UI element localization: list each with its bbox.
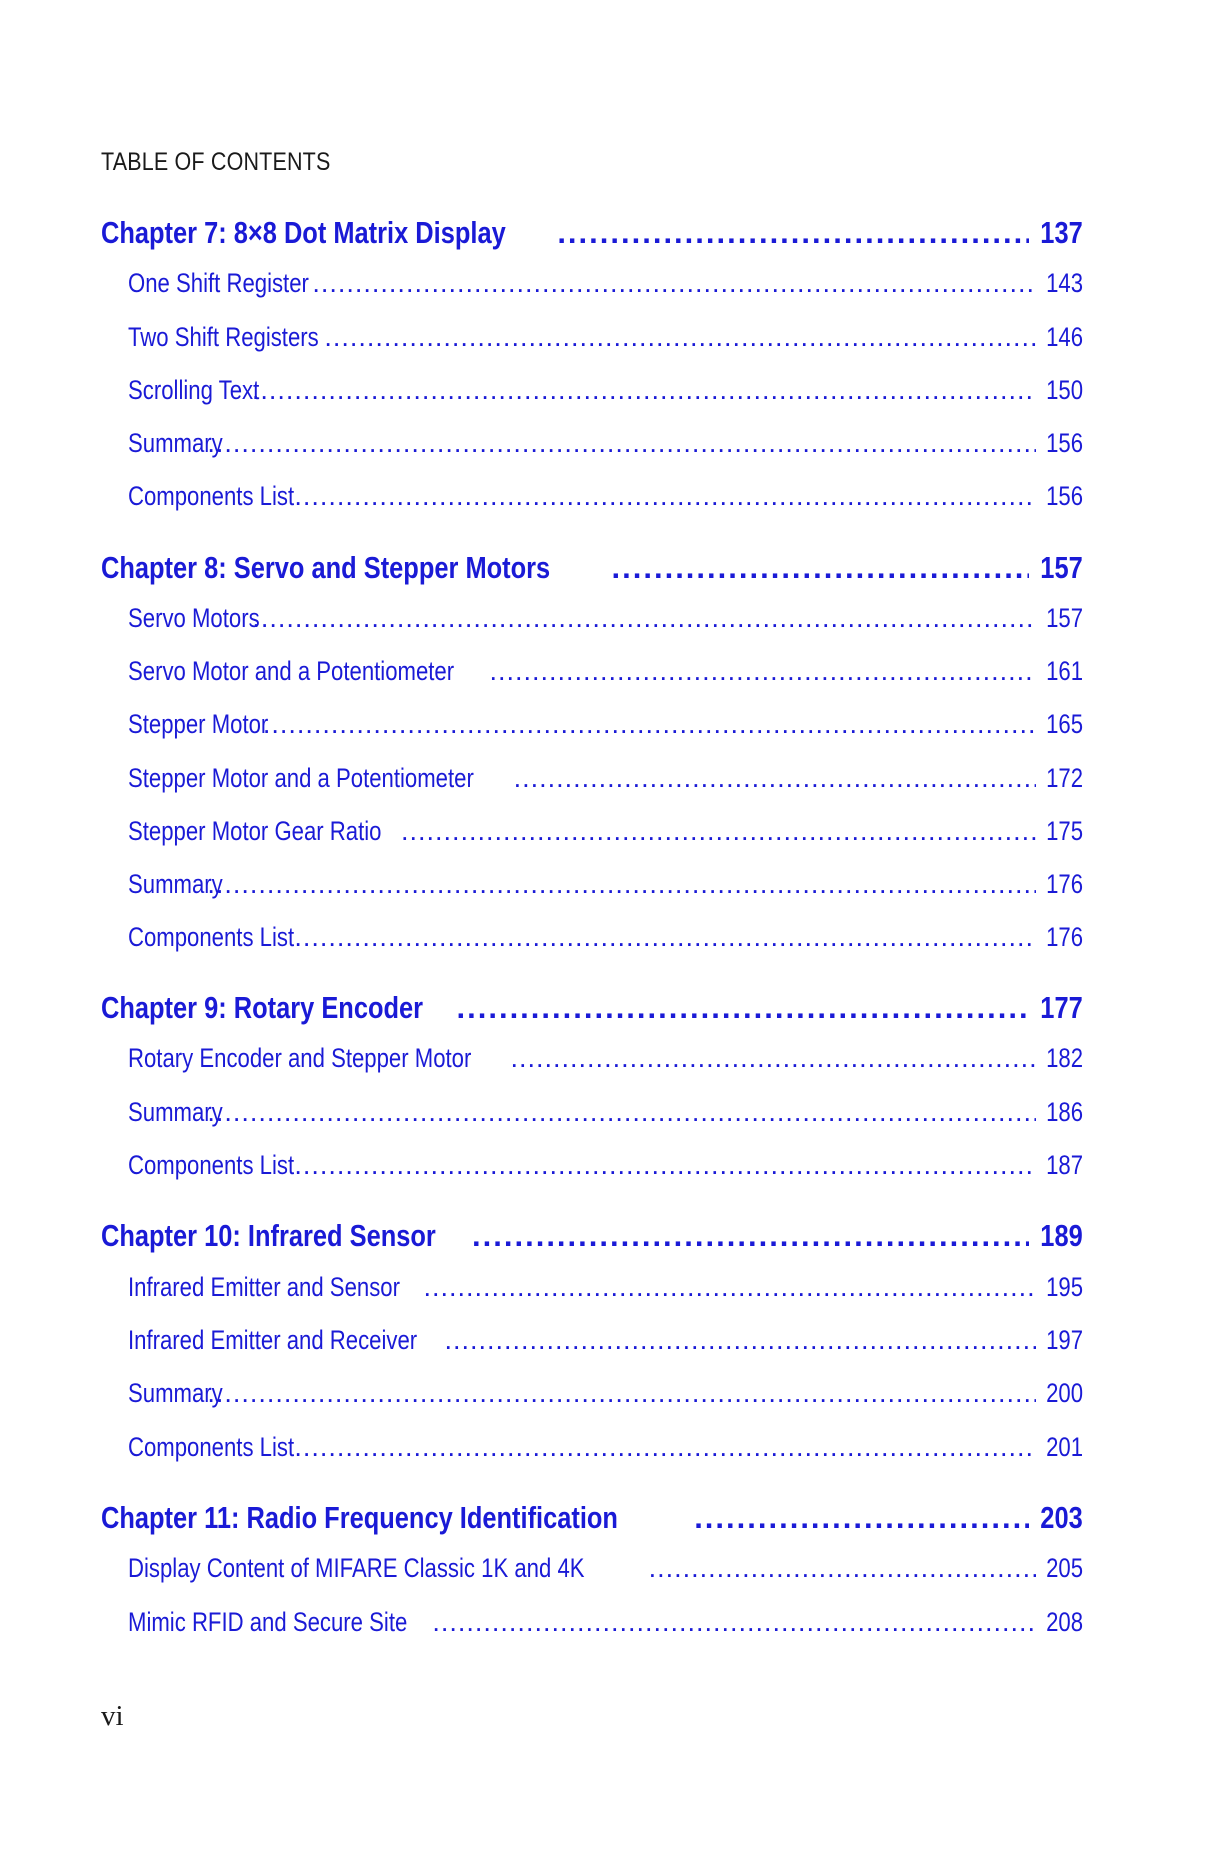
toc-entry-title: Components List xyxy=(128,922,295,952)
page-number: vi xyxy=(101,1700,124,1732)
toc-page-number: 156 xyxy=(1046,481,1083,511)
toc-entry-title: Chapter 9: Rotary Encoder xyxy=(101,990,424,1025)
toc-page-number: 195 xyxy=(1046,1272,1083,1302)
toc-entry-title: Scrolling Text xyxy=(128,375,260,405)
toc-page-number: 187 xyxy=(1046,1150,1083,1180)
toc-entry-title: Summary xyxy=(128,869,223,899)
toc-page-number: 157 xyxy=(1040,550,1083,585)
toc-chapter-entry[interactable] xyxy=(101,550,1083,592)
dot-leader xyxy=(294,1150,1036,1181)
dot-leader xyxy=(694,1500,1029,1536)
toc-entry-title: Servo Motors xyxy=(128,603,260,633)
dot-leader xyxy=(472,1218,1029,1254)
toc-chapter-entry[interactable] xyxy=(101,1218,1083,1260)
toc-entry-title: Stepper Motor Gear Ratio xyxy=(128,816,382,846)
dot-leader xyxy=(324,322,1036,353)
dot-leader xyxy=(207,428,1036,459)
toc-page-number: 186 xyxy=(1046,1097,1083,1127)
toc-page-number: 156 xyxy=(1046,428,1083,458)
dot-leader xyxy=(401,816,1036,847)
toc-entry-title: Chapter 7: 8×8 Dot Matrix Display xyxy=(101,215,506,250)
dot-leader xyxy=(207,1097,1036,1128)
toc-section-entry[interactable] xyxy=(128,1553,1083,1591)
toc-page-number: 176 xyxy=(1046,922,1083,952)
toc-entry-title: Infrared Emitter and Receiver xyxy=(128,1325,418,1355)
toc-section-entry[interactable] xyxy=(128,816,1083,854)
dot-leader xyxy=(252,603,1036,634)
running-head: TABLE OF CONTENTS xyxy=(101,148,331,176)
toc-section-entry[interactable] xyxy=(128,268,1083,306)
toc-page-number: 165 xyxy=(1046,709,1083,739)
toc-entry-title: Two Shift Registers xyxy=(128,322,319,352)
toc-section-entry[interactable] xyxy=(128,1043,1083,1081)
toc-section-entry[interactable] xyxy=(128,922,1083,960)
toc-entry-title: Servo Motor and a Potentiometer xyxy=(128,656,455,686)
toc-chapter-entry[interactable] xyxy=(101,215,1083,257)
toc-entry-title: One Shift Register xyxy=(128,268,309,298)
toc-page-number: 200 xyxy=(1046,1378,1083,1408)
toc-section-entry[interactable] xyxy=(128,1097,1083,1135)
toc-page-number: 189 xyxy=(1040,1218,1083,1253)
toc-page-number: 150 xyxy=(1046,375,1083,405)
toc-page-number: 197 xyxy=(1046,1325,1083,1355)
toc-entry-title: Components List xyxy=(128,481,295,511)
toc-page-number: 172 xyxy=(1046,763,1083,793)
dot-leader xyxy=(444,1325,1035,1356)
toc-section-entry[interactable] xyxy=(128,375,1083,413)
toc-page-number: 143 xyxy=(1046,268,1083,298)
toc-entry-title: Summary xyxy=(128,1097,223,1127)
toc-page-number: 182 xyxy=(1046,1043,1083,1073)
dot-leader xyxy=(649,1553,1036,1584)
dot-leader xyxy=(511,1043,1036,1074)
toc-page-number: 208 xyxy=(1046,1607,1083,1637)
toc-section-entry[interactable] xyxy=(128,1607,1083,1645)
dot-leader xyxy=(457,990,1030,1026)
toc-entry-title: Summary xyxy=(128,428,223,458)
toc-entry-title: Stepper Motor xyxy=(128,709,269,739)
dot-leader xyxy=(312,268,1036,299)
toc-entry-title: Components List xyxy=(128,1432,295,1462)
toc-chapter-entry[interactable] xyxy=(101,1500,1083,1542)
toc-section-entry[interactable] xyxy=(128,603,1083,641)
dot-leader xyxy=(252,375,1036,406)
toc-page-number: 176 xyxy=(1046,869,1083,899)
dot-leader xyxy=(263,709,1036,740)
toc-page-number: 137 xyxy=(1040,215,1083,250)
dot-leader xyxy=(514,763,1036,794)
toc-chapter-entry[interactable] xyxy=(101,990,1083,1032)
toc-page-number: 201 xyxy=(1046,1432,1083,1462)
toc-section-entry[interactable] xyxy=(128,481,1083,519)
toc-section-entry[interactable] xyxy=(128,763,1083,801)
toc-section-entry[interactable] xyxy=(128,656,1083,694)
dot-leader xyxy=(294,922,1036,953)
dot-leader xyxy=(490,656,1036,687)
toc-section-entry[interactable] xyxy=(128,1432,1083,1470)
dot-leader xyxy=(432,1607,1036,1638)
dot-leader xyxy=(423,1272,1035,1303)
toc-entry-title: Stepper Motor and a Potentiometer xyxy=(128,763,474,793)
toc-page-number: 175 xyxy=(1046,816,1083,846)
toc-page-number: 203 xyxy=(1040,1500,1083,1535)
toc-entry-title: Chapter 10: Infrared Sensor xyxy=(101,1218,436,1253)
dot-leader xyxy=(612,550,1030,586)
dot-leader xyxy=(557,215,1029,251)
toc-section-entry[interactable] xyxy=(128,428,1083,466)
toc-page-number: 177 xyxy=(1040,990,1083,1025)
toc-entry-title: Components List xyxy=(128,1150,295,1180)
dot-leader xyxy=(207,1378,1036,1409)
toc-entry-title: Chapter 11: Radio Frequency Identification xyxy=(101,1500,618,1535)
toc-section-entry[interactable] xyxy=(128,1325,1083,1363)
toc-section-entry[interactable] xyxy=(128,709,1083,747)
toc-entry-title: Chapter 8: Servo and Stepper Motors xyxy=(101,550,551,585)
toc-section-entry[interactable] xyxy=(128,1150,1083,1188)
toc-section-entry[interactable] xyxy=(128,1378,1083,1416)
toc-page-number: 205 xyxy=(1046,1553,1083,1583)
toc-page-number: 157 xyxy=(1046,603,1083,633)
toc-entry-title: Rotary Encoder and Stepper Motor xyxy=(128,1043,472,1073)
toc-section-entry[interactable] xyxy=(128,322,1083,360)
toc-entry-title: Mimic RFID and Secure Site xyxy=(128,1607,408,1637)
toc-entry-title: Summary xyxy=(128,1378,223,1408)
dot-leader xyxy=(294,1432,1036,1463)
toc-page-number: 146 xyxy=(1046,322,1083,352)
dot-leader xyxy=(294,481,1036,512)
toc-entry-title: Display Content of MIFARE Classic 1K and 4K xyxy=(128,1553,585,1583)
toc-section-entry[interactable] xyxy=(128,869,1083,907)
toc-page-number: 161 xyxy=(1046,656,1083,686)
toc-section-entry[interactable] xyxy=(128,1272,1083,1310)
toc-entry-title: Infrared Emitter and Sensor xyxy=(128,1272,400,1302)
dot-leader xyxy=(207,869,1036,900)
